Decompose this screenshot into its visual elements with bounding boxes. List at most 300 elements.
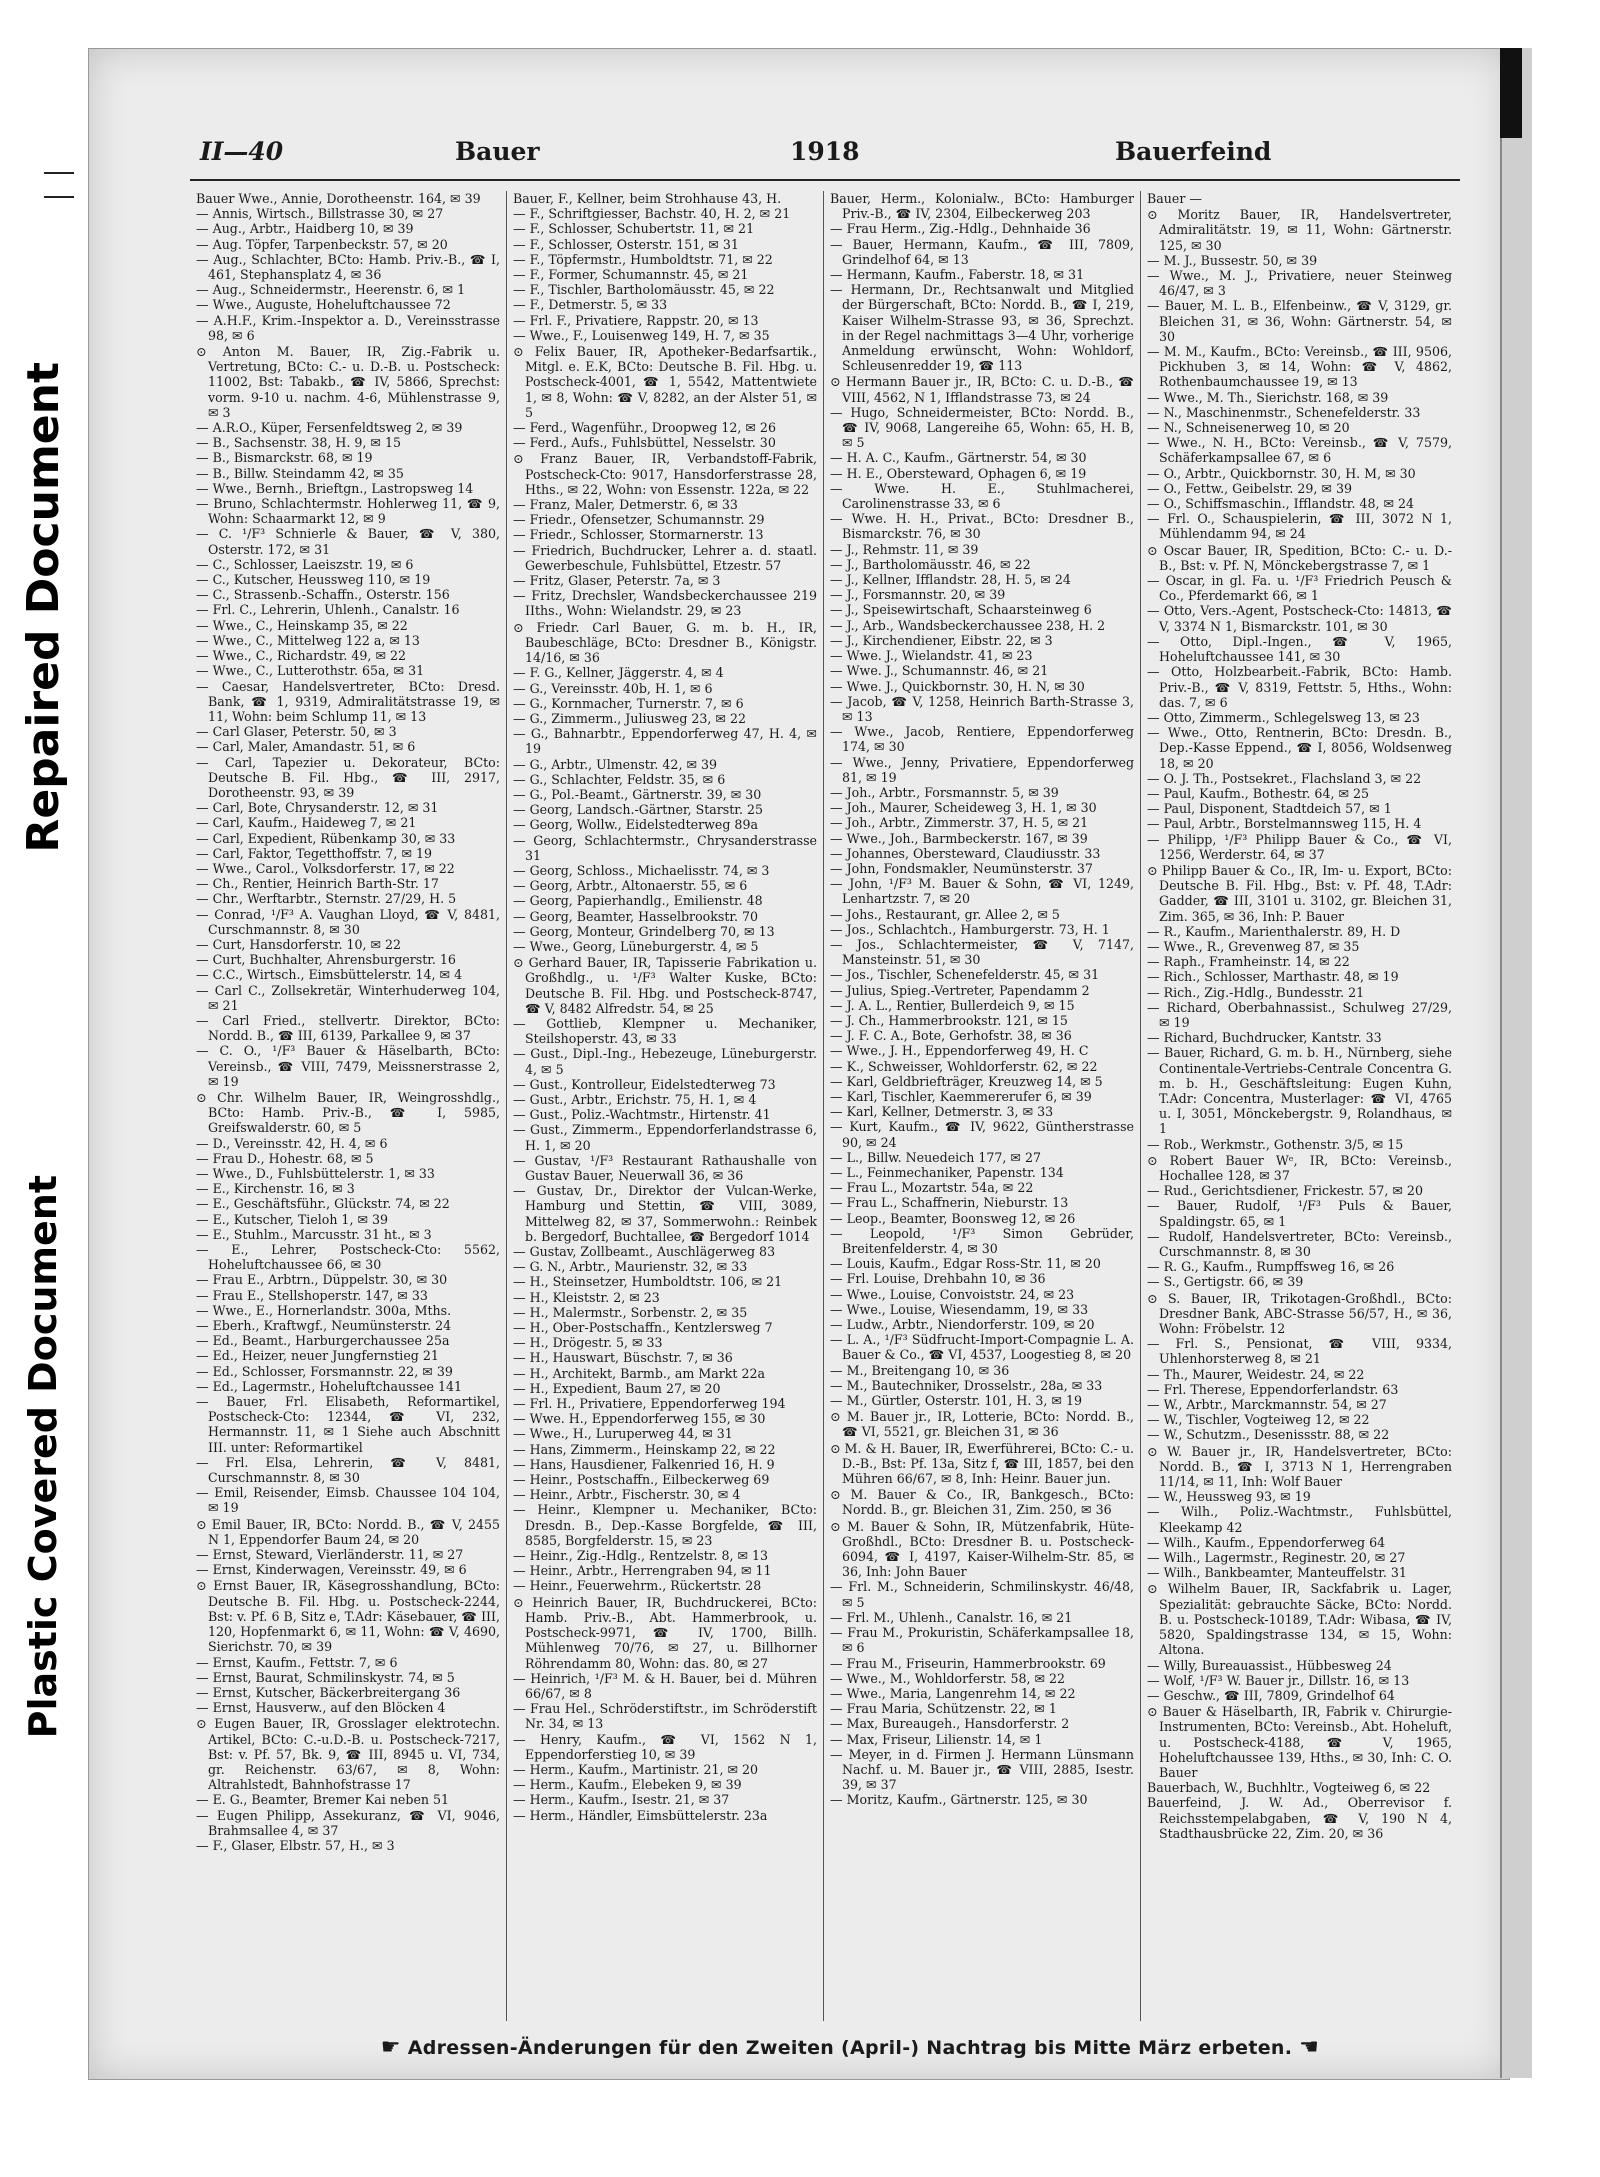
directory-entry: — Ernst, Hausverw., auf den Blöcken 4 — [196, 1700, 446, 1716]
directory-entry: — N., Maschinenmstr., Schenefelderstr. 33 — [1147, 404, 1421, 420]
directory-entry: ⊙ Moritz Bauer, IR, Handelsvertreter, Admiralitätstr. 19, ✉ 11, Wohn: Gärtnerstr. 125, ✉ 30 — [1147, 207, 1452, 253]
directory-entry: — Raph., Framheinstr. 14, ✉ 22 — [1147, 954, 1350, 970]
directory-entry: ⊙ Eugen Bauer, IR, Grosslager elektrotechn. Artikel, BCto: C.-u.D.-B. u. Postscheck-7217, Bst: v. Pf. 57, Bk. 9, ☎ III, 8945 u. VI, 734, gr. Reichenstr. 63/67, ✉ 8, Wohn: Altrahlstedt, Bahnhofstrasse 17 — [196, 1716, 500, 1793]
directory-entry: — Frau L., Mozartstr. 54a, ✉ 22 — [830, 1180, 1034, 1196]
directory-entry: — W., Schutzm., Desenissstr. 88, ✉ 22 — [1147, 1427, 1390, 1443]
directory-entry: — Georg, Schloss., Michaelisstr. 74, ✉ 3 — [513, 862, 770, 878]
directory-entry: — Frl. Louise, Drehbahn 10, ✉ 36 — [830, 1271, 1046, 1287]
directory-entry: — Frau E., Arbtrn., Düppelstr. 30, ✉ 30 — [196, 1272, 448, 1288]
directory-entry: — Joh., Arbtr., Forsmannstr. 5, ✉ 39 — [830, 784, 1059, 800]
directory-entry: — Chr., Werftarbtr., Sternstr. 27/29, H. 5 — [196, 891, 457, 907]
directory-entry: — Wwe., Louise, Wiesendamm, 19, ✉ 33 — [830, 1301, 1089, 1317]
directory-entry: — Frl. O., Schauspielerin, ☎ III, 3072 N 1, Mühlendamm 94, ✉ 24 — [1147, 511, 1452, 542]
directory-entry: ⊙ M. Bauer & Co., IR, Bankgesch., BCto: Nordd. B., gr. Bleichen 31, Zim. 250, ✉ 36 — [830, 1487, 1134, 1518]
directory-entry: — G., Kornmacher, Turnerstr. 7, ✉ 6 — [513, 695, 744, 711]
directory-entry: — H., Steinsetzer, Humboldtstr. 106, ✉ 21 — [513, 1274, 783, 1290]
directory-entry: — Paul, Arbtr., Borstelmannsweg 115, H. 4 — [1147, 816, 1422, 832]
directory-entry: ⊙ Chr. Wilhelm Bauer, IR, Weingrosshdlg., BCto: Hamb. Priv.-B., ☎ I, 5985, Greifswalderstr. 60, ✉ 5 — [196, 1089, 500, 1136]
directory-entry: — Frau E., Stellshoperstr. 147, ✉ 33 — [196, 1287, 428, 1303]
page-footer — [310, 2035, 1390, 2060]
directory-entry: — Bauer, M. L. B., Elfenbeinw., ☎ V, 3129, gr. Bleichen 31, ✉ 36, Wohn: Gärtnerstr. 54, ✉ 30 — [1147, 298, 1452, 344]
directory-entry: — J., Bartholomäusstr. 46, ✉ 22 — [830, 556, 1031, 572]
directory-entry: — E. G., Beamter, Bremer Kai neben 51 — [196, 1792, 450, 1808]
directory-entry: — F., Former, Schumannstr. 45, ✉ 21 — [513, 267, 749, 283]
directory-entry: ⊙ Heinrich Bauer, IR, Buchdruckerei, BCto: Hamb. Priv.-B., Abt. Hammerbrook, u. Postscheck-9971, ☎ IV, 1700, Billh. Mühlenweg 70/76, ✉ 27, u. Billhorner Röhrendamm 80, Wohn: das. 80, ✉ 27 — [513, 1594, 817, 1671]
directory-entry: — Wwe., Louise, Convoiststr. 24, ✉ 23 — [830, 1286, 1075, 1302]
directory-entry: — Fritz, Drechsler, Wandsbeckerchaussee 219 IIths., Wohn: Wielandstr. 29, ✉ 23 — [513, 588, 817, 619]
directory-entry: — Bauer, Rudolf, ¹/F³ Puls & Bauer, Spaldingstr. 65, ✉ 1 — [1147, 1198, 1452, 1229]
directory-entry: — Paul, Kaufm., Bothestr. 64, ✉ 25 — [1147, 785, 1370, 801]
directory-entry: — Caesar, Handelsvertreter, BCto: Dresd. Bank, ☎ 1, 9319, Admiralitätstrasse 19, ✉ 11, Wohn: beim Schlump 11, ✉ 13 — [196, 678, 500, 724]
directory-entry: — G., Arbtr., Ulmenstr. 42, ✉ 39 — [513, 756, 718, 772]
column-3 — [824, 191, 1141, 2021]
directory-entry: — Heinr., Postschaffn., Eilbeckerweg 69 — [513, 1472, 770, 1488]
directory-entry: — M. J., Bussestr. 50, ✉ 39 — [1147, 252, 1318, 268]
directory-entry: — E., Kirchenstr. 16, ✉ 3 — [196, 1181, 355, 1197]
directory-entry: — C.C., Wirtsch., Eimsbüttelerstr. 14, ✉ 4 — [196, 967, 463, 983]
directory-entry: — Julius, Spieg.-Vertreter, Papendamm 2 — [830, 982, 1090, 998]
directory-entry: — O., Arbtr., Quickbornstr. 30, H. M, ✉ 30 — [1147, 465, 1416, 481]
directory-entry: — Wwe., J. H., Eppendorferweg 49, H. C — [830, 1043, 1089, 1059]
directory-entry: — Carl, Tapezier u. Dekorateur, BCto: Deutsche B. Fil. Hbg., ☎ III, 2917, Dorotheenstr. 93, ✉ 39 — [196, 754, 500, 800]
directory-entry: — Frau Herm., Zig.-Hdlg., Dehnhaide 36 — [830, 221, 1091, 237]
directory-entry: — Rob., Werkmstr., Gothenstr. 3/5, ✉ 15 — [1147, 1136, 1404, 1152]
directory-entry: — Ernst, Kutscher, Bäckerbreitergang 36 — [196, 1684, 461, 1700]
directory-entry: — Oscar, in gl. Fa. u. ¹/F³ Friedrich Peusch & Co., Pferdemarkt 66, ✉ 1 — [1147, 573, 1452, 604]
directory-entry: — C. O., ¹/F³ Bauer & Häselbarth, BCto: Vereinsb., ☎ VIII, 7479, Meissnerstrasse 2, ✉ 19 — [196, 1043, 500, 1089]
directory-entry: — Louis, Kaufm., Edgar Ross-Str. 11, ✉ 20 — [830, 1256, 1101, 1272]
directory-entry: — Herm., Kaufm., Elebeken 9, ✉ 39 — [513, 1777, 742, 1793]
directory-entry: — E., Lehrer, Postscheck-Cto: 5562, Hoheluftchaussee 66, ✉ 30 — [196, 1242, 500, 1273]
directory-entry: — H. E., Obersteward, Ophagen 6, ✉ 19 — [830, 465, 1087, 481]
directory-entry: — Wwe., C., Richardstr. 49, ✉ 22 — [196, 648, 407, 664]
directory-entry: — K., Schweisser, Wohldorferstr. 62, ✉ 22 — [830, 1058, 1098, 1074]
directory-entry: ⊙ Wilhelm Bauer, IR, Sackfabrik u. Lager, Spezialität: gebrauchte Säcke, BCto: Nordd. B. u. Postscheck-10189, T.Adr: Wibasa, ☎ IV, 5820, Spaldingstrasse 134, ✉ 15, Wohn: Altona. — [1147, 1581, 1452, 1658]
header-first-word: Bauer — [455, 137, 540, 166]
directory-entry: — F., Schlosser, Schubertstr. 11, ✉ 21 — [513, 221, 755, 237]
directory-entry: — Frl. S., Pensionat, ☎ VIII, 9334, Uhlenhorsterweg 8, ✉ 21 — [1147, 1336, 1452, 1367]
directory-entry: — Heinr., Zig.-Hdlg., Rentzelstr. 8, ✉ 13 — [513, 1548, 769, 1564]
directory-entry: — Wwe., Jacob, Rentiere, Eppendorferweg 174, ✉ 30 — [830, 724, 1134, 755]
directory-entry: — E., Kutscher, Tieloh 1, ✉ 39 — [196, 1211, 389, 1227]
directory-entry: — Frl. C., Lehrerin, Uhlenh., Canalstr. 16 — [196, 602, 460, 618]
directory-entry: — Frl. F., Privatiere, Rappstr. 20, ✉ 13 — [513, 312, 759, 328]
directory-entry: — Richard, Oberbahnassist., Schulweg 27/29, ✉ 19 — [1147, 999, 1452, 1030]
directory-entry: — M., Breitengang 10, ✉ 36 — [830, 1362, 1010, 1378]
page-header — [190, 135, 1460, 181]
directory-entry: — Carl, Expedient, Rübenkamp 30, ✉ 33 — [196, 830, 456, 846]
directory-entry: — Wwe., N. H., BCto: Vereinsb., ☎ V, 7579, Schäferkampsallee 67, ✉ 6 — [1147, 435, 1452, 466]
directory-entry: — Wwe., C., Lutterothstr. 65a, ✉ 31 — [196, 663, 425, 679]
directory-entry: — G., Bahnarbtr., Eppendorferweg 47, H. 4, ✉ 19 — [513, 726, 817, 757]
directory-entry: — Rich., Schlosser, Marthastr. 48, ✉ 19 — [1147, 969, 1399, 985]
directory-entry: — Carl, Kaufm., Haideweg 7, ✉ 21 — [196, 815, 417, 831]
directory-entry: — G., Pol.-Beamt., Gärtnerstr. 39, ✉ 30 — [513, 786, 762, 802]
directory-entry: — H., Architekt, Barmb., am Markt 22a — [513, 1365, 766, 1381]
directory-entry: — R. G., Kaufm., Rumpffsweg 16, ✉ 26 — [1147, 1259, 1395, 1275]
directory-entry: — Wwe., Maria, Langenrehm 14, ✉ 22 — [830, 1685, 1076, 1701]
directory-entry: — Leop., Beamter, Boonsweg 12, ✉ 26 — [830, 1210, 1076, 1226]
directory-entry: — C., Kutscher, Heussweg 110, ✉ 19 — [196, 572, 431, 588]
directory-entry: — Wwe., Jenny, Privatiere, Eppendorferweg 81, ✉ 19 — [830, 754, 1134, 785]
directory-entry: — Wwe., M., Wohldorferstr. 58, ✉ 22 — [830, 1670, 1066, 1686]
directory-entry: — John, ¹/F³ M. Bauer & Sohn, ☎ VI, 1249, Lenhartzstr. 7, ✉ 20 — [830, 876, 1134, 907]
directory-entry: — Gottlieb, Klempner u. Mechaniker, Steilshoperstr. 43, ✉ 33 — [513, 1015, 817, 1047]
directory-entry: — Frl. Elsa, Lehrerin, ☎ V, 8481, Curschmannstr. 8, ✉ 30 — [196, 1454, 500, 1486]
directory-entry: — F., Tischler, Bartholomäusstr. 45, ✉ 22 — [513, 282, 775, 298]
directory-entry: — J. F. C. A., Bote, Gerhofstr. 38, ✉ 36 — [830, 1028, 1072, 1044]
directory-entry: — Wwe., Auguste, Hoheluftchaussee 72 — [196, 297, 451, 313]
directory-entry: — Hugo, Schneidermeister, BCto: Nordd. B., ☎ IV, 9068, Langereihe 65, Wohn: 65, H. B, ✉ 5 — [830, 404, 1134, 451]
directory-entry: ⊙ Gerhard Bauer, IR, Tapisserie Fabrikation u. Großhdlg., u. ¹/F³ Walter Kuske, BCto: Deutsche B. Fil. Hbg. und Postscheck-8747, ☎ V, 8482 Alfredstr. 54, ✉ 25 — [513, 955, 817, 1016]
directory-entry: ⊙ Hermann Bauer jr., IR, BCto: C. u. D.-B., ☎ VIII, 4562, N 1, Ifflandstrasse 73, ✉ 24 — [830, 374, 1134, 405]
directory-entry: — Hans, Zimmerm., Heinskamp 22, ✉ 22 — [513, 1441, 776, 1457]
directory-entry: — J. A. L., Rentier, Bullerdeich 9, ✉ 15 — [830, 997, 1075, 1013]
directory-entry: — M. M., Kaufm., BCto: Vereinsb., ☎ III, 9506, Pickhuben 3, ✉ 14, Wohn: ☎ V, 4862, Rothenbaumchaussee 19, ✉ 13 — [1147, 344, 1452, 390]
directory-entry: — Th., Maurer, Weidestr. 24, ✉ 22 — [1147, 1366, 1365, 1382]
directory-entry: — Ernst, Steward, Vierländerstr. 11, ✉ 27 — [196, 1547, 464, 1563]
directory-entry: — Ed., Heizer, neuer Jungfernstieg 21 — [196, 1348, 439, 1364]
directory-entry: — Wwe., C., Mittelweg 122 a, ✉ 13 — [196, 632, 420, 648]
directory-entry: — Wwe., F., Louisenweg 149, H. 7, ✉ 35 — [513, 327, 770, 343]
directory-entry: — Max, Bureaugeh., Hansdorferstr. 2 — [830, 1716, 1070, 1732]
directory-entry: — Ed., Lagermstr., Hoheluftchaussee 141 — [196, 1378, 463, 1394]
directory-entry: — A.H.F., Krim.-Inspektor a. D., Vereinsstrasse 98, ✉ 6 — [196, 312, 500, 343]
tick-mark — [44, 172, 74, 174]
directory-entry: — Wwe., R., Grevenweg 87, ✉ 35 — [1147, 938, 1360, 954]
directory-entry: — C. ¹/F³ Schnierle & Bauer, ☎ V, 380, Osterstr. 172, ✉ 31 — [196, 526, 500, 557]
directory-entry: — Bauer, Frl. Elisabeth, Reformartikel, Postscheck-Cto: 12344, ☎ VI, 232, Hermannstr. 11, ✉ 1 Siehe auch Abschnitt III. unter: Reformartikel — [196, 1394, 500, 1455]
directory-page — [190, 135, 1460, 2065]
directory-entry: — Bruno, Schlachtermstr. Hohlerweg 11, ☎ 9, Wohn: Schaarmarkt 12, ✉ 9 — [196, 496, 500, 527]
directory-entry: — F., Schriftgiesser, Bachstr. 40, H. 2, ✉ 21 — [513, 206, 791, 222]
directory-entry: — Ernst, Kinderwagen, Vereinsstr. 49, ✉ 6 — [196, 1562, 467, 1578]
directory-entry: — Heinr., Klempner u. Mechaniker, BCto: Dresdn. B., Dep.-Kasse Borgfelde, ☎ III, 8585, Borgfelderstr. 15, ✉ 23 — [513, 1502, 817, 1548]
directory-entry: — Frl. H., Privatiere, Eppendorferweg 194 — [513, 1396, 786, 1412]
directory-entry: — Frl. M., Uhlenh., Canalstr. 16, ✉ 21 — [830, 1609, 1073, 1625]
directory-entry: — F., Schlosser, Osterstr. 151, ✉ 31 — [513, 236, 739, 252]
directory-entry: — J., Forsmannstr. 20, ✉ 39 — [830, 587, 1006, 603]
directory-entry: — Wilh., Kaufm., Eppendorferweg 64 — [1147, 1534, 1386, 1550]
directory-entry: — Wwe., Georg, Lüneburgerstr. 4, ✉ 5 — [513, 938, 759, 954]
directory-entry: — Jos., Schlachtch., Hamburgerstr. 73, H. 1 — [830, 921, 1110, 937]
directory-entry: — Georg, Beamter, Hasselbrookstr. 70 — [513, 908, 759, 924]
directory-entry: — Gust., Dipl.-Ing., Hebezeuge, Lüneburgerstr. 4, ✉ 5 — [513, 1046, 817, 1077]
directory-entry: — Hans, Hausdiener, Falkenried 16, H. 9 — [513, 1456, 775, 1472]
directory-entry: — Ferd., Aufs., Fuhlsbüttel, Nesselstr. 30 — [513, 435, 776, 451]
directory-entry: — Jos., Tischler, Schenefelderstr. 45, ✉ 31 — [830, 967, 1100, 983]
directory-entry: — Wwe., H., Luruperweg 44, ✉ 31 — [513, 1426, 733, 1442]
directory-entry: — F., Detmerstr. 5, ✉ 33 — [513, 297, 668, 313]
directory-entry: — Otto, Dipl.-Ingen., ☎ V, 1965, Hoheluftchaussee 141, ✉ 30 — [1147, 633, 1452, 665]
directory-entry: — H., Drögestr. 5, ✉ 33 — [513, 1335, 663, 1351]
directory-entry: — Wwe., E., Hornerlandstr. 300a, Mths. — [196, 1302, 452, 1318]
directory-entry: — Friedr., Ofensetzer, Schumannstr. 29 — [513, 512, 765, 528]
directory-entry: ⊙ M. Bauer jr., IR, Lotterie, BCto: Nordd. B., ☎ VI, 5521, gr. Bleichen 31, ✉ 36 — [830, 1409, 1134, 1440]
directory-entry: — Georg, Monteur, Grindelberg 70, ✉ 13 — [513, 923, 775, 939]
directory-entry: — O. J. Th., Postsekret., Flachsland 3, ✉ 22 — [1147, 770, 1422, 786]
side-labels — [8, 200, 78, 1900]
directory-entry: — Conrad, ¹/F³ A. Vaughan Lloyd, ☎ V, 8481, Curschmannstr. 8, ✉ 30 — [196, 906, 500, 937]
binding-tab — [1500, 48, 1522, 138]
directory-entry: — Frau M., Prokuristin, Schäferkampsallee 18, ✉ 6 — [830, 1625, 1134, 1656]
directory-entry: — Meyer, in d. Firmen J. Hermann Lünsmann Nachf. u. M. Bauer jr., ☎ VIII, 2885, Isestr. 39, ✉ 37 — [830, 1746, 1134, 1793]
directory-entry: — Wilh., Bankbeamter, Manteuffelstr. 31 — [1147, 1565, 1407, 1581]
directory-entry: — J., Speisewirtschaft, Schaarsteinweg 6 — [830, 602, 1092, 618]
directory-entry: — Wwe. J., Schumannstr. 46, ✉ 21 — [830, 663, 1049, 679]
directory-entry: — Gust., Poliz.-Wachtmstr., Hirtenstr. 41 — [513, 1107, 771, 1123]
directory-entry: — Georg, Schlachtermstr., Chrysanderstrasse 31 — [513, 832, 817, 863]
tick-mark — [44, 196, 74, 198]
directory-entry: — Franz, Maler, Detmerstr. 6, ✉ 33 — [513, 497, 738, 513]
directory-entry: — Heinrich, ¹/F³ M. & H. Bauer, bei d. Mühren 66/67, ✉ 8 — [513, 1670, 817, 1701]
directory-entry: ⊙ M. Bauer & Sohn, IR, Mützenfabrik, Hüte-Großhdl., BCto: Dresdner B. u. Postscheck-6094, ☎ I, 4197, Kaiser-Wilhelm-Str. 85, ✉ 36, Inh: John Bauer — [830, 1518, 1134, 1580]
directory-entry: — Otto, Holzbearbeit.-Fabrik, BCto: Hamb. Priv.-B., ☎ V, 8319, Fettstr. 5, Hths., Wohn: das. 7, ✉ 6 — [1147, 664, 1452, 710]
directory-entry: — Georg, Wollw., Eidelstedterweg 89a — [513, 817, 758, 833]
directory-entry: — Aug., Arbtr., Haidberg 10, ✉ 39 — [196, 221, 414, 237]
directory-entry: — Georg, Arbtr., Altonaerstr. 55, ✉ 6 — [513, 878, 748, 894]
directory-entry: — Ernst, Baurat, Schmilinskystr. 74, ✉ 5 — [196, 1669, 455, 1685]
directory-entry: — H., Kleiststr. 2, ✉ 23 — [513, 1289, 660, 1305]
directory-entry: Bauer, Herm., Kolonialw., BCto: Hamburger Priv.-B., ☎ IV, 2304, Eilbeckerweg 203 — [830, 191, 1134, 222]
directory-entry: — Joh., Maurer, Scheideweg 3, H. 1, ✉ 30 — [830, 800, 1097, 816]
directory-entry: — Karl, Geldbriefträger, Kreuzweg 14, ✉ 5 — [830, 1073, 1103, 1089]
directory-entry: — R., Kaufm., Marienthalerstr. 89, H. D — [1147, 923, 1401, 939]
directory-entry: Bauer, F., Kellner, beim Strohhause 43, H. — [513, 191, 782, 206]
directory-entry: — W., Heussweg 93, ✉ 19 — [1147, 1489, 1311, 1505]
directory-entry: — Wwe., Carol., Volksdorferstr. 17, ✉ 22 — [196, 860, 455, 876]
directory-entry: — Gustav, Dr., Direktor der Vulcan-Werke, Hamburg und Stettin, ☎ VIII, 3089, Mittelweg 82, ✉ 37, Sommerwohn.: Reinbek b. Bergedorf, Buchtallee, ☎ Bergedorf 1014 — [513, 1183, 817, 1244]
directory-entry: — O., Schiffsmaschin., Ifflandstr. 48, ✉ 24 — [1147, 496, 1415, 512]
directory-entry: Bauer — — [1147, 191, 1202, 206]
directory-entry: — Otto, Vers.-Agent, Postscheck-Cto: 14813, ☎ V, 3374 N 1, Bismarckstr. 101, ✉ 30 — [1147, 603, 1452, 634]
directory-entry: — Rudolf, Handelsvertreter, BCto: Vereinsb., Curschmannstr. 8, ✉ 30 — [1147, 1228, 1452, 1260]
directory-entry: — Wwe., Bernh., Brieftgn., Lastropsweg 14 — [196, 480, 474, 496]
directory-entry: — Frau Maria, Schützenstr. 22, ✉ 1 — [830, 1701, 1057, 1717]
directory-entry: — Carl Glaser, Peterstr. 50, ✉ 3 — [196, 724, 397, 740]
directory-entry: — E., Geschäftsführ., Glückstr. 74, ✉ 22 — [196, 1196, 450, 1212]
directory-entry: — Bauer, Richard, G. m. b. H., Nürnberg, siehe Continentale-Vertriebs-Centrale Concentra G. m. b. H., Geschäftsleitung: Eugen Kuhn, T.Adr: Concentra, Musterlager: ☎ VI, 4765 u. I, 3051, Mönckebergstr. 9, Rolandhaus, ✉ 1 — [1147, 1045, 1452, 1137]
directory-entry: — Frl. Therese, Eppendorferlandstr. 63 — [1147, 1381, 1399, 1397]
directory-entry: — Wwe., D., Fuhlsbüttelerstr. 1, ✉ 33 — [196, 1166, 435, 1181]
directory-entry: — Eberh., Kraftwgf., Neumünsterstr. 24 — [196, 1318, 452, 1334]
directory-entry: — Hermann, Dr., Rechtsanwalt und Mitglied der Bürgerschaft, BCto: Nordd. B., ☎ I, 219, Kaiser Wilhelm-Strasse 93, ✉ 36, Sprechzt. in der Regel nachmittags 3—4 Uhr, vorherige Anmeldung erwünscht, Wohn: Wohldorf, Schleusenredder 19, ☎ 113 — [830, 282, 1134, 374]
directory-entry: — Jos., Schlachtermeister, ☎ V, 7147, Mansteinstr. 51, ✉ 30 — [830, 936, 1134, 968]
directory-entry: — Wolf, ¹/F³ W. Bauer jr., Dillstr. 16, ✉ 13 — [1147, 1672, 1410, 1688]
directory-entry: Bauerbach, W., Buchhltr., Vogteiweg 6, ✉ 22 — [1147, 1780, 1431, 1796]
directory-entry: ⊙ Friedr. Carl Bauer, G. m. b. H., IR, Baubeschläge, BCto: Dresdner B., Königstr. 14/16, ✉ 36 — [513, 619, 817, 666]
directory-entry: — F., Töpfermstr., Humboldtstr. 71, ✉ 22 — [513, 251, 773, 267]
directory-entry: — A.R.O., Küper, Fersenfeldtsweg 2, ✉ 39 — [196, 420, 463, 436]
directory-entry: — Wwe., M. J., Privatiere, neuer Steinweg 46/47, ✉ 3 — [1147, 268, 1452, 299]
directory-entry: — Willy, Bureauassist., Hübbesweg 24 — [1147, 1657, 1392, 1673]
directory-entry: — Carl C., Zollsekretär, Winterhuderweg 104, ✉ 21 — [196, 982, 500, 1013]
directory-entry: ⊙ Felix Bauer, IR, Apotheker-Bedarfsartik., Mitgl. e. E.K, BCto: Deutsche B. Fil. Hbg. u. Postscheck-4001, ☎ 1, 5542, Mattentwiete 1, ✉ 8, Wohn: ☎ V, 8282, an der Alster 51, ✉ 5 — [513, 344, 817, 420]
directory-entry: — Hermann, Kaufm., Faberstr. 18, ✉ 31 — [830, 267, 1085, 283]
directory-entry: ⊙ Bauer & Häselbarth, IR, Fabrik v. Chirurgie-Instrumenten, BCto: Vereinsb., Abt. Hoheluft, u. Postscheck-4188, ☎ V, 1965, Hoheluftchaussee 139, Hths., ✉ 30, Inh: C. O. Bauer — [1147, 1704, 1452, 1780]
directory-entry: — Frl. M., Schneiderin, Schmilinskystr. 46/48, ✉ 5 — [830, 1579, 1134, 1610]
entry-columns — [190, 191, 1460, 2021]
directory-entry: — Curt, Buchhalter, Ahrensburgerstr. 16 — [196, 952, 456, 968]
directory-entry: — Wilh., Lagermstr., Reginestr. 20, ✉ 27 — [1147, 1550, 1406, 1566]
directory-entry: — Friedr., Schlosser, Stormarnerstr. 13 — [513, 527, 764, 543]
directory-entry: — Annis, Wirtsch., Billstrasse 30, ✉ 27 — [196, 206, 444, 222]
repaired-document-label: Repaired Document — [17, 361, 69, 853]
directory-entry: ⊙ Philipp Bauer & Co., IR, Im- u. Export, BCto: Deutsche B. Fil. Hbg., Bst: v. Pf. 48, T.Adr: Gadder, ☎ III, 3101 u. 3102, gr. Bleichen 31, Zim. 365, ✉ 36, Inh: P. Bauer — [1147, 862, 1452, 924]
directory-entry: — Wwe., Otto, Rentnerin, BCto: Dresdn. B., Dep.-Kasse Eppend., ☎ I, 8056, Woldsenweg 18, ✉ 20 — [1147, 725, 1452, 771]
directory-entry: — Gust., Kontrolleur, Eidelstedterweg 73 — [513, 1076, 776, 1092]
directory-entry: — H., Expedient, Baum 27, ✉ 20 — [513, 1380, 721, 1396]
directory-entry: — Wwe. H., Eppendorferweg 155, ✉ 30 — [513, 1411, 766, 1427]
page-number: II—40 — [200, 137, 284, 166]
directory-entry: — D., Vereinsstr. 42, H. 4, ✉ 6 — [196, 1135, 388, 1151]
plastic-covered-label: Plastic Covered Document — [21, 1175, 65, 1739]
directory-entry: — Max, Friseur, Lilienstr. 14, ✉ 1 — [830, 1731, 1043, 1747]
directory-entry: — J., Kirchendiener, Eibstr. 22, ✉ 3 — [830, 632, 1053, 648]
directory-entry: — Carl Fried., stellvertr. Direktor, BCto: Nordd. B., ☎ III, 6139, Parkallee 9, ✉ 37 — [196, 1012, 500, 1044]
directory-entry: — Heinr., Feuerwehrm., Rückertstr. 28 — [513, 1578, 762, 1594]
directory-entry: ⊙ Oscar Bauer, IR, Spedition, BCto: C.- u. D.-B., Bst: v. Pf. N, Mönckebergstrasse 7, ✉ 1 — [1147, 542, 1452, 573]
directory-entry: — Jacob, ☎ V, 1258, Heinrich Barth-Strasse 3, ✉ 13 — [830, 693, 1134, 724]
directory-entry: ⊙ S. Bauer, IR, Trikotagen-Großhdl., BCto: Dresdner Bank, ABC-Strasse 56/57, H., ✉ 36, Wohn: Fröbelstr. 12 — [1147, 1290, 1452, 1337]
directory-entry: — Geschw., ☎ III, 7809, Grindelhof 64 — [1147, 1687, 1395, 1703]
directory-entry: — G., Vereinsstr. 40b, H. 1, ✉ 6 — [513, 680, 713, 696]
directory-entry: — E., Stuhlm., Marcusstr. 31 ht., ✉ 3 — [196, 1226, 432, 1242]
directory-entry: — John, Fondsmakler, Neumünsterstr. 37 — [830, 860, 1093, 876]
pointing-hand-icon: ☚ — [1299, 2035, 1320, 2060]
directory-entry: — Karl, Kellner, Detmerstr. 3, ✉ 33 — [830, 1104, 1054, 1120]
directory-entry: ⊙ W. Bauer jr., IR, Handelsvertreter, BCto: Nordd. B., ☎ I, 3713 N 1, Herrengraben 11/14, ✉ 11, Inh: Wolf Bauer — [1147, 1443, 1452, 1490]
directory-entry: — Otto, Zimmerm., Schlegelsweg 13, ✉ 23 — [1147, 709, 1420, 725]
directory-entry: — B., Billw. Steindamm 42, ✉ 35 — [196, 465, 404, 481]
directory-entry: — Rud., Gerichtsdiener, Frickestr. 57, ✉ 20 — [1147, 1183, 1423, 1199]
directory-entry: — L., Billw. Neuedeich 177, ✉ 27 — [830, 1149, 1041, 1165]
directory-entry: — G., Schlachter, Feldstr. 35, ✉ 6 — [513, 771, 726, 787]
column-4 — [1141, 191, 1458, 2021]
directory-entry: — Herm., Kaufm., Martinistr. 21, ✉ 20 — [513, 1761, 759, 1777]
directory-entry: — Joh., Arbtr., Zimmerstr. 37, H. 5, ✉ 21 — [830, 815, 1089, 831]
directory-entry: — C., Schlosser, Laeiszstr. 19, ✉ 6 — [196, 556, 414, 572]
directory-entry: — Frau L., Schaffnerin, Nieburstr. 13 — [830, 1195, 1069, 1211]
directory-entry: — Aug., Schlachter, BCto: Hamb. Priv.-B., ☎ I, 461, Stephansplatz 4, ✉ 36 — [196, 251, 500, 283]
directory-entry: — W., Arbtr., Marckmannstr. 54, ✉ 27 — [1147, 1397, 1387, 1413]
directory-entry: — O., Fettw., Geibelstr. 29, ✉ 39 — [1147, 480, 1352, 496]
directory-entry: — J., Arb., Wandsbeckerchaussee 238, H. 2 — [830, 617, 1106, 633]
directory-entry: — Herm., Händler, Eimsbüttelerstr. 23a — [513, 1807, 768, 1823]
directory-entry: — Heinr., Arbtr., Fischerstr. 30, ✉ 4 — [513, 1487, 741, 1503]
directory-entry: ⊙ Ernst Bauer, IR, Käsegrosshandlung, BCto: Deutsche B. Fil. Hbg. u. Postscheck-2244, Bst: v. Pf. 6 B, Sitz e, T.Adr: Käsebauer, ☎ III, 120, Hopfenmarkt 6, ✉ 11, Wohn: ☎ V, 4690, Sierichstr. 70, ✉ 39 — [196, 1578, 500, 1655]
directory-entry: — Herm., Kaufm., Isestr. 21, ✉ 37 — [513, 1792, 730, 1808]
footer-notice: Adressen-Änderungen für den Zweiten (April-) Nachtrag bis Mitte März erbeten. — [407, 2037, 1293, 2059]
directory-entry: — L., Feinmechaniker, Papenstr. 134 — [830, 1165, 1064, 1180]
directory-entry: — Ferd., Wagenführ., Droopweg 12, ✉ 26 — [513, 420, 776, 436]
directory-entry: — Johs., Restaurant, gr. Allee 2, ✉ 5 — [830, 906, 1060, 922]
directory-entry: — N., Schneisenerweg 10, ✉ 20 — [1147, 420, 1350, 436]
directory-entry: — Wwe., C., Heinskamp 35, ✉ 22 — [196, 617, 408, 633]
directory-entry: — Carl, Faktor, Tegetthoffstr. 7, ✉ 19 — [196, 845, 433, 861]
directory-entry: — Leopold, ¹/F³ Simon Gebrüder, Breitenfelderstr. 4, ✉ 30 — [830, 1225, 1134, 1257]
directory-entry: — M., Gürtler, Osterstr. 101, H. 3, ✉ 19 — [830, 1393, 1082, 1409]
directory-entry: Bauer Wwe., Annie, Dorotheenstr. 164, ✉ 39 — [196, 191, 481, 206]
directory-entry: — Frau D., Hohestr. 68, ✉ 5 — [196, 1150, 374, 1166]
directory-entry: — Johannes, Obersteward, Claudiusstr. 33 — [830, 845, 1101, 861]
directory-entry: — Gust., Zimmerm., Eppendorferlandstrasse 6, H. 1, ✉ 20 — [513, 1122, 817, 1153]
directory-entry: — H., Malermstr., Sorbenstr. 2, ✉ 35 — [513, 1304, 748, 1320]
column-2 — [507, 191, 824, 2021]
directory-entry: — Friedrich, Buchdrucker, Lehrer a. d. staatl. Gewerbeschule, Fuhlsbüttel, Etzestr. 57 — [513, 542, 817, 573]
directory-entry: — Henry, Kaufm., ☎ VI, 1562 N 1, Eppendorferstieg 10, ✉ 39 — [513, 1731, 817, 1762]
header-last-word: Bauerfeind — [1115, 137, 1272, 166]
directory-entry: — S., Gertigstr. 66, ✉ 39 — [1147, 1274, 1304, 1290]
directory-entry: — Heinr., Arbtr., Herrengraben 94, ✉ 11 — [513, 1563, 772, 1579]
directory-entry: — F., Glaser, Elbstr. 57, H., ✉ 3 — [196, 1837, 395, 1853]
directory-entry: ⊙ Franz Bauer, IR, Verbandstoff-Fabrik, Postscheck-Cto: 9017, Hansdorferstrasse 28, Hths., ✉ 22, Wohn: von Essenstr. 122a, ✉ 22 — [513, 451, 817, 497]
directory-entry: — Aug., Schneidermstr., Heerenstr. 6, ✉ 1 — [196, 282, 466, 298]
directory-entry: — Wilh., Poliz.-Wachtmstr., Fuhlsbüttel, Kleekamp 42 — [1147, 1504, 1452, 1535]
directory-entry: — H., Hauswart, Büschstr. 7, ✉ 36 — [513, 1350, 733, 1366]
directory-entry: — Frau M., Friseurin, Hammerbrookstr. 69 — [830, 1655, 1106, 1671]
directory-entry: — M., Bautechniker, Drosselstr., 28a, ✉ 33 — [830, 1377, 1103, 1393]
directory-entry: — H., Ober-Postschaffn., Kentzlersweg 7 — [513, 1320, 773, 1336]
directory-entry: — G. N., Arbtr., Maurienstr. 32, ✉ 33 — [513, 1259, 748, 1275]
directory-entry: ⊙ M. & H. Bauer, IR, Ewerführerei, BCto: C.- u. D.-B., Bst: Pf. 13a, Sitz f, ☎ III, 1857, bei den Mühren 66/67, ✉ 8, Inh: Heinr. Bauer jun. — [830, 1440, 1134, 1487]
directory-entry: — Gustav, Zollbeamt., Auschlägerweg 83 — [513, 1244, 776, 1260]
directory-entry: — Kurt, Kaufm., ☎ IV, 9622, Güntherstrasse 90, ✉ 24 — [830, 1119, 1134, 1150]
pointing-hand-icon: ☛ — [380, 2035, 401, 2060]
directory-entry: — H. A. C., Kaufm., Gärtnerstr. 54, ✉ 30 — [830, 450, 1087, 466]
directory-entry: — Carl, Maler, Amandastr. 51, ✉ 6 — [196, 739, 416, 755]
directory-entry: — Moritz, Kaufm., Gärtnerstr. 125, ✉ 30 — [830, 1792, 1088, 1808]
directory-entry: — Wwe. H. E., Stuhlmacherei, Carolinenstrasse 33, ✉ 6 — [830, 480, 1134, 512]
directory-entry: — F. G., Kellner, Jäggerstr. 4, ✉ 4 — [513, 665, 724, 681]
directory-entry: — Frau Hel., Schröderstiftstr., im Schröderstift Nr. 34, ✉ 13 — [513, 1701, 817, 1732]
directory-entry: — Wwe., Joh., Barmbeckerstr. 167, ✉ 39 — [830, 830, 1088, 846]
directory-entry: — Ed., Beamt., Harburgerchaussee 25a — [196, 1333, 450, 1349]
directory-entry: — Aug. Töpfer, Tarpenbeckstr. 57, ✉ 20 — [196, 236, 448, 252]
directory-entry: — L. A., ¹/F³ Südfrucht-Import-Compagnie L. A. Bauer & Co., ☎ VI, 4537, Loogestieg 8, ✉ 20 — [830, 1332, 1134, 1363]
header-year: 1918 — [790, 137, 860, 166]
directory-entry: — Wwe. J., Quickbornstr. 30, H. N, ✉ 30 — [830, 678, 1085, 694]
directory-entry: — Gust., Arbtr., Erichstr. 75, H. 1, ✉ 4 — [513, 1091, 757, 1107]
directory-entry: — Rich., Zig.-Hdlg., Bundesstr. 21 — [1147, 984, 1365, 1000]
directory-entry: — Ed., Schlosser, Forsmannstr. 22, ✉ 39 — [196, 1363, 453, 1379]
directory-entry: — J., Rehmstr. 11, ✉ 39 — [830, 541, 979, 557]
directory-entry: — W., Tischler, Vogteiweg 12, ✉ 22 — [1147, 1412, 1370, 1428]
directory-entry: — Ludw., Arbtr., Niendorferstr. 109, ✉ 20 — [830, 1317, 1095, 1333]
directory-entry: — Bauer, Hermann, Kaufm., ☎ III, 7809, Grindelhof 64, ✉ 13 — [830, 236, 1134, 267]
directory-entry: — Wwe. J., Wielandstr. 41, ✉ 23 — [830, 648, 1033, 664]
directory-entry: — B., Sachsenstr. 38, H. 9, ✉ 15 — [196, 435, 401, 451]
directory-entry: — Carl, Bote, Chrysanderstr. 12, ✉ 31 — [196, 800, 439, 816]
directory-entry: ⊙ Robert Bauer Wᵉ, IR, BCto: Vereinsb., Hochallee 128, ✉ 37 — [1147, 1152, 1452, 1183]
directory-entry: — Wwe. H. H., Privat., BCto: Dresdner B., Bismarckstr. 76, ✉ 30 — [830, 511, 1134, 542]
directory-entry: — Curt, Hansdorferstr. 10, ✉ 22 — [196, 936, 402, 952]
directory-entry: — Georg, Landsch.-Gärtner, Starstr. 25 — [513, 802, 763, 818]
directory-entry: ⊙ Anton M. Bauer, IR, Zig.-Fabrik u. Vertretung, BCto: C.- u. D.-B. u. Postscheck: 11002, Bst: Tabakb., ☎ IV, 5866, Sprechst: vorm. 9-10 u. nachm. 4-6, Mühlenstrasse 9, ✉ 3 — [196, 344, 500, 420]
directory-entry: — C., Strassenb.-Schaffn., Osterstr. 156 — [196, 587, 450, 603]
directory-entry: — Ernst, Kaufm., Fettstr. 7, ✉ 6 — [196, 1654, 398, 1670]
directory-entry: ⊙ Emil Bauer, IR, BCto: Nordd. B., ☎ V, 2455 N 1, Eppendorfer Baum 24, ✉ 20 — [196, 1516, 500, 1547]
directory-entry: — Eugen Philipp, Assekuranz, ☎ VI, 9046, Brahmsallee 4, ✉ 37 — [196, 1807, 500, 1838]
directory-entry: — Richard, Buchdrucker, Kantstr. 33 — [1147, 1030, 1382, 1046]
column-1 — [190, 191, 507, 2021]
directory-entry: — Ch., Rentier, Heinrich Barth-Str. 17 — [196, 876, 439, 892]
directory-entry: — Karl, Tischler, Kaemmererufer 6, ✉ 39 — [830, 1088, 1092, 1104]
directory-entry: — Paul, Disponent, Stadtdeich 57, ✉ 1 — [1147, 801, 1392, 817]
directory-entry: — Wwe., M. Th., Sierichstr. 168, ✉ 39 — [1147, 389, 1389, 405]
book-binding — [1500, 48, 1532, 2078]
directory-entry: — Philipp, ¹/F³ Philipp Bauer & Co., ☎ VI, 1256, Werderstr. 64, ✉ 37 — [1147, 831, 1452, 862]
